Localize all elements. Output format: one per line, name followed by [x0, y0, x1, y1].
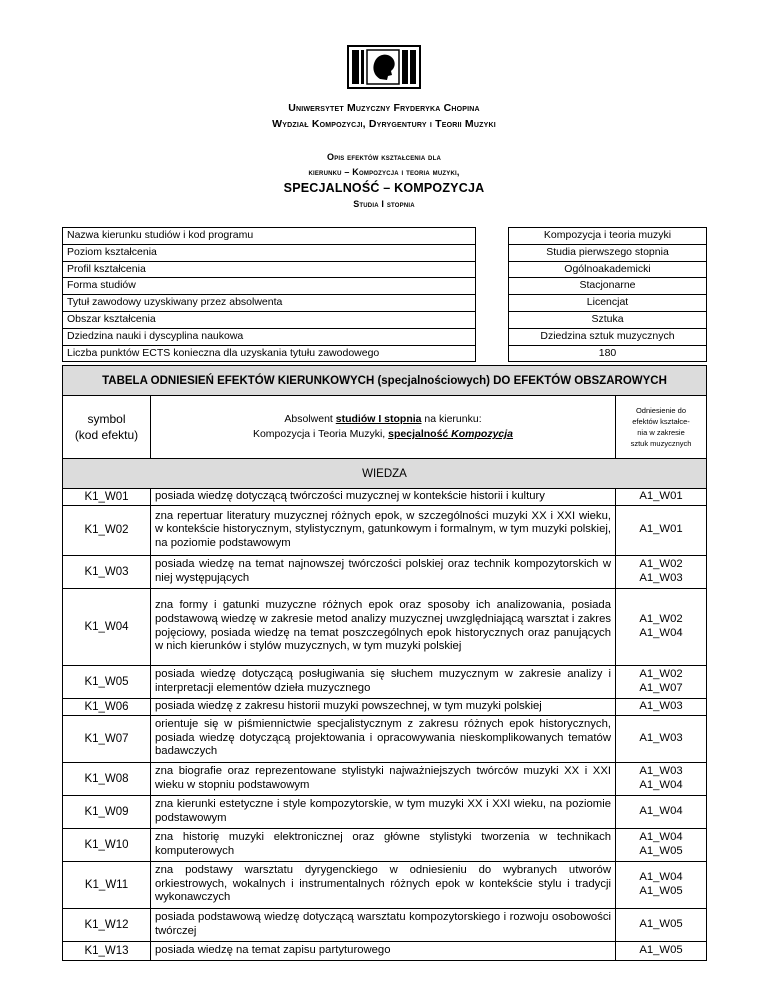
effect-code: K1_W07	[63, 715, 151, 762]
reference-code: A1_W02	[639, 558, 683, 570]
effect-description: zna formy i gatunki muzyczne różnych epok oraz sposoby ich analizowania, posiada podstawową wiedzę w zakresie metod analizy muzycznej uwzględniającą warsztat i zakres pojęciowy, posiada wiedzę na temat poszczególnych epok historycznych oraz panujących w nich kierunków i stylów muzycznych, w tym muzyki polskiej	[151, 588, 616, 665]
effect-references	[616, 861, 707, 908]
effect-description: zna repertuar literatury muzycznej różnych epok, w szczególności muzyki XX i XXI wieku, w kontekście historycznym, stylistycznym, gatunkowym i formalnym, w tym muzyki polskiej, na poziomie podstawowym	[151, 505, 616, 555]
effect-code: K1_W09	[63, 795, 151, 828]
university-logo	[347, 45, 421, 89]
table-row	[63, 489, 707, 506]
info-row	[63, 228, 707, 245]
reference-code: A1_W01	[639, 523, 683, 536]
description-line-2: kierunku – Kompozycja i teoria muzyki,	[308, 167, 460, 177]
desc-header-level: studiów I stopnia	[335, 413, 422, 425]
desc-header-specialty-name: Kompozycja	[451, 428, 514, 440]
info-label: Liczba punktów ECTS konieczna dla uzyskania tytułu zawodowego	[63, 345, 476, 362]
reference-header	[616, 396, 707, 459]
info-gap	[476, 328, 509, 345]
reference-code: A1_W05	[639, 917, 683, 930]
table-row	[63, 795, 707, 828]
table-caption: TABELA ODNIESIEŃ EFEKTÓW KIERUNKOWYCH (specjalnościowych) DO EFEKTÓW OBSZAROWYCH	[63, 366, 707, 396]
info-label: Forma studiów	[63, 278, 476, 295]
reference-code: A1_W05	[639, 844, 683, 857]
info-label: Obszar kształcenia	[63, 311, 476, 328]
reference-code: A1_W03	[639, 699, 683, 712]
effect-description: zna biografie oraz reprezentowane stylistyki najważniejszych twórców muzyki XX i XXI wieku w stopniu podstawowym	[151, 762, 616, 795]
info-row	[63, 244, 707, 261]
reference-code: A1_W03	[639, 571, 683, 584]
effect-description: posiada wiedzę na temat zapisu partyturowego	[151, 941, 616, 960]
info-gap	[476, 295, 509, 312]
symbol-header-line-2: (kod efektu)	[74, 428, 139, 442]
effect-references	[616, 715, 707, 762]
table-row	[63, 762, 707, 795]
desc-header-suffix: na kierunku:	[421, 413, 482, 425]
description-header	[151, 396, 616, 459]
table-row	[63, 555, 707, 588]
desc-header-prefix: Absolwent	[284, 413, 336, 425]
info-gap	[476, 261, 509, 278]
table-row	[63, 715, 707, 762]
info-label: Dziedzina nauki i dyscyplina naukowa	[63, 328, 476, 345]
effects-table	[62, 365, 707, 961]
info-gap	[476, 228, 509, 245]
info-value: Studia pierwszego stopnia	[509, 244, 707, 261]
reference-code: A1_W01	[639, 490, 683, 502]
info-value: Dziedzina sztuk muzycznych	[509, 328, 707, 345]
section-row	[63, 459, 707, 489]
table-row	[63, 908, 707, 941]
info-row	[63, 278, 707, 295]
description-line-1: Opis efektów kształcenia dla	[327, 152, 441, 162]
reference-code: A1_W04	[639, 871, 683, 883]
reference-code: A1_W05	[639, 884, 683, 897]
info-value: Licencjat	[509, 295, 707, 312]
ref-header-line-4: sztuk muzycznych	[630, 439, 692, 448]
effect-references	[616, 698, 707, 715]
info-row	[63, 345, 707, 362]
reference-code: A1_W03	[639, 765, 683, 777]
effect-description: zna kierunki estetyczne i style kompozytorskie, w tym muzyki XX i XXI wieku, na poziomie podstawowym	[151, 795, 616, 828]
table-caption-row	[63, 366, 707, 396]
reference-code: A1_W04	[639, 778, 683, 791]
info-gap	[476, 278, 509, 295]
reference-code: A1_W04	[639, 831, 683, 843]
table-row	[63, 828, 707, 861]
effect-description: orientuje się w piśmiennictwie specjalistycznym z zakresu różnych epok historycznych, posiada wiedzę dotyczącą projektowania i opracowywania nieskomplikowanych tematów badawczych	[151, 715, 616, 762]
info-value: Ogólnoakademicki	[509, 261, 707, 278]
symbol-header	[63, 396, 151, 459]
ref-header-line-2: efektów kształce-	[632, 417, 690, 426]
table-row	[63, 505, 707, 555]
effect-code: K1_W08	[63, 762, 151, 795]
info-row	[63, 328, 707, 345]
effect-references	[616, 505, 707, 555]
effect-code: K1_W10	[63, 828, 151, 861]
effect-code: K1_W01	[63, 489, 151, 506]
effect-description: posiada wiedzę dotyczącą twórczości muzycznej w kontekście historii i kultury	[151, 489, 616, 506]
effect-references	[616, 665, 707, 698]
info-label: Profil kształcenia	[63, 261, 476, 278]
info-value: Kompozycja i teoria muzyki	[509, 228, 707, 245]
effect-references	[616, 555, 707, 588]
info-row	[63, 295, 707, 312]
specialty-title: SPECJALNOŚĆ – KOMPOZYCJA	[283, 181, 485, 195]
info-label: Tytuł zawodowy uzyskiwany przez absolwenta	[63, 295, 476, 312]
desc-header-line2-prefix: Kompozycja i Teoria Muzyki,	[252, 428, 389, 440]
info-label: Poziom kształcenia	[63, 244, 476, 261]
reference-code: A1_W04	[639, 804, 683, 817]
info-gap	[476, 311, 509, 328]
effect-code: K1_W02	[63, 505, 151, 555]
effect-references	[616, 941, 707, 960]
effect-references	[616, 795, 707, 828]
effect-code: K1_W04	[63, 588, 151, 665]
effect-code: K1_W13	[63, 941, 151, 960]
table-row	[63, 861, 707, 908]
info-row	[63, 261, 707, 278]
effect-code: K1_W03	[63, 555, 151, 588]
table-row	[63, 941, 707, 960]
effect-description: posiada wiedzę dotyczącą posługiwania się słuchem muzycznym w zakresie analizy i interpretacji elementów dzieła muzycznego	[151, 665, 616, 698]
effect-description: zna historię muzyki elektronicznej oraz główne stylistyki tworzenia w technikach komputerowych	[151, 828, 616, 861]
desc-header-specialty-label: specjalność	[388, 428, 452, 440]
reference-code: A1_W03	[639, 731, 683, 744]
university-name: Uniwersytet Muzyczny Fryderyka Chopina	[288, 102, 480, 114]
section-title: WIEDZA	[63, 459, 707, 489]
reference-code: A1_W05	[639, 943, 683, 956]
effect-code: K1_W05	[63, 665, 151, 698]
info-label: Nazwa kierunku studiów i kod programu	[63, 228, 476, 245]
reference-code: A1_W04	[639, 626, 683, 639]
info-value: 180	[509, 345, 707, 362]
effect-code: K1_W12	[63, 908, 151, 941]
info-value: Stacjonarne	[509, 278, 707, 295]
info-value: Sztuka	[509, 311, 707, 328]
info-gap	[476, 244, 509, 261]
ref-header-line-1: Odniesienie do	[635, 406, 687, 415]
effect-references	[616, 828, 707, 861]
ref-header-line-3: nia w zakresie	[637, 428, 685, 437]
table-row	[63, 698, 707, 715]
effect-description: posiada podstawową wiedzę dotyczącą warsztatu kompozytorskiego i rozwoju osobowości twórczej	[151, 908, 616, 941]
effect-code: K1_W06	[63, 698, 151, 715]
effect-references	[616, 489, 707, 506]
program-info-table	[62, 227, 707, 362]
table-header-row	[63, 396, 707, 459]
effect-references	[616, 762, 707, 795]
effect-code: K1_W11	[63, 861, 151, 908]
reference-code: A1_W07	[639, 681, 683, 694]
info-gap	[476, 345, 509, 362]
reference-code: A1_W02	[639, 613, 683, 625]
table-row	[63, 665, 707, 698]
reference-code: A1_W02	[639, 668, 683, 680]
faculty-name: Wydział Kompozycji, Dyrygentury i Teorii Muzyki	[272, 118, 496, 130]
study-level: Studia I stopnia	[353, 199, 415, 209]
symbol-header-line-1: symbol	[87, 412, 126, 426]
info-row	[63, 311, 707, 328]
table-row	[63, 588, 707, 665]
effect-description: zna podstawy warsztatu dyrygenckiego w odniesieniu do wybranych utworów orkiestrowych, wokalnych i instrumentalnych różnych epok w kontekście stylu i tradycji wykonawczych	[151, 861, 616, 908]
effect-references	[616, 908, 707, 941]
effect-description: posiada wiedzę na temat najnowszej twórczości polskiej oraz technik kompozytorskich w niej występujących	[151, 555, 616, 588]
effect-description: posiada wiedzę z zakresu historii muzyki powszechnej, w tym muzyki polskiej	[151, 698, 616, 715]
effect-references	[616, 588, 707, 665]
